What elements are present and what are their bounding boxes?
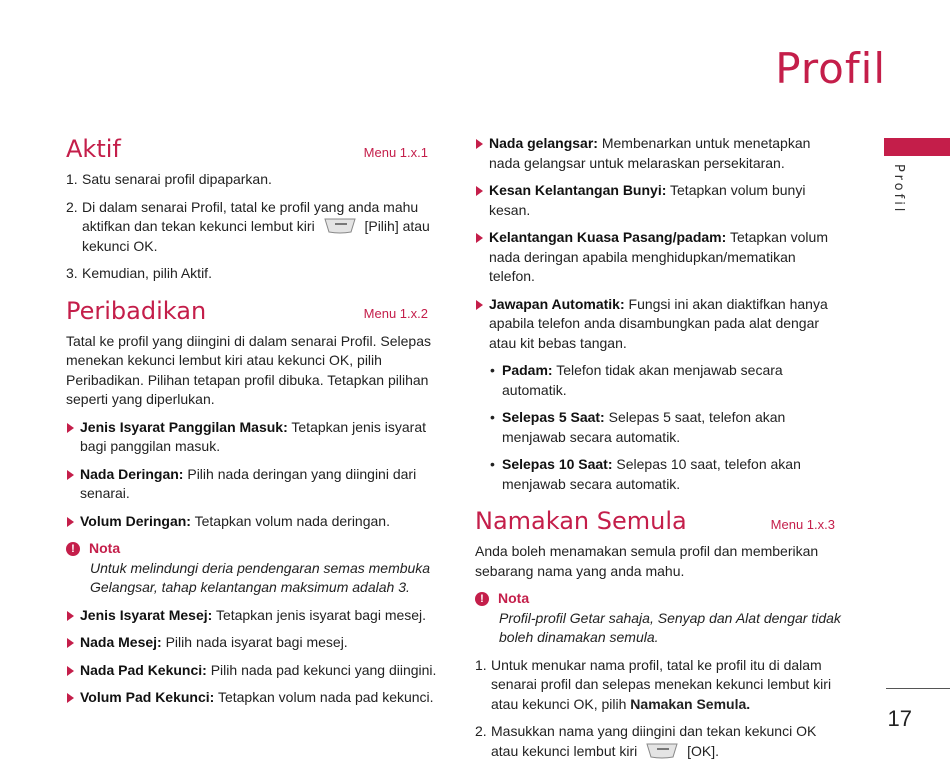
- list-item: [66, 688, 438, 708]
- list-item: [66, 512, 438, 532]
- step-number: 3.: [66, 265, 78, 281]
- step-text-after: [OK].: [687, 742, 719, 759]
- note-heading: [475, 589, 845, 609]
- item-text: Membenarkan untuk menetapkan nada gelangsar untuk melaraskan persekitaran.: [489, 135, 811, 171]
- list-item: [66, 606, 438, 626]
- item-label: Nada Mesej:: [80, 634, 162, 650]
- aktif-step-3: [66, 264, 438, 284]
- step-number: 1.: [66, 171, 78, 187]
- right-column: [475, 134, 845, 760]
- menu-code-aktif: Menu 1.x.1: [363, 144, 428, 160]
- aktif-heading: [66, 134, 438, 164]
- note-text: Untuk melindungi deria pendengaran semas membuka Gelangsar, tahap kelantangan maksimum adalah 3.: [90, 559, 431, 595]
- sub-item-label: Selepas 5 Saat:: [502, 409, 605, 425]
- list-item: [475, 295, 845, 354]
- item-label: Nada gelangsar:: [489, 135, 598, 151]
- step-text-after: [Pilih] atau kekunci OK.: [82, 218, 430, 254]
- step-number: 2.: [66, 198, 78, 215]
- sub-list-item: [475, 408, 845, 447]
- exclamation-circle-icon: !: [66, 542, 80, 556]
- peribadikan-heading: [66, 296, 438, 326]
- note-heading: [66, 539, 438, 559]
- step-text-bold: Namakan Semula.: [630, 695, 751, 712]
- list-item: [66, 418, 438, 457]
- list-item: [66, 465, 438, 504]
- note-box: [66, 539, 438, 598]
- left-softkey-icon: [645, 742, 679, 760]
- item-label: Kelantangan Kuasa Pasang/padam:: [489, 229, 727, 245]
- item-text: Tetapkan volum nada deringan apabila menghidupkan/mematikan telefon.: [489, 229, 828, 284]
- side-label: Profil: [891, 164, 906, 215]
- step-text: Di dalam senarai Profil, tatal ke profil yang anda mahu aktifkan dan tekan kekunci lembut kiri: [82, 198, 419, 234]
- list-item: [475, 134, 845, 173]
- section-title-namakan-semula: Namakan Semula: [475, 507, 687, 535]
- menu-code-namakan-semula: Menu 1.x.3: [770, 516, 835, 532]
- namakan-step-2: [475, 722, 845, 760]
- sub-item-text: Selepas 5 saat, telefon akan menjawab secara automatik.: [502, 409, 786, 445]
- menu-code-peribadikan: Menu 1.x.2: [363, 306, 428, 321]
- note-title: Nota: [89, 540, 121, 556]
- left-column: [66, 134, 438, 716]
- step-number: 2.: [475, 723, 487, 739]
- section-title-peribadikan: Peribadikan: [66, 296, 207, 325]
- item-text: Pilih nada isyarat bagi mesej.: [165, 634, 348, 650]
- step-text: Kemudian, pilih Aktif.: [82, 265, 212, 281]
- note-text: Profil-profil Getar sahaja, Senyap dan Alat dengar tidak boleh dinamakan semula.: [499, 609, 841, 645]
- list-item: [475, 181, 845, 220]
- page-title: Profil: [775, 44, 886, 93]
- sub-list-item: [475, 455, 845, 494]
- list-item: [66, 633, 438, 653]
- item-label: Volum Pad Kekunci:: [80, 689, 215, 705]
- note-box: [475, 589, 845, 648]
- section-title-aktif: Aktif: [66, 135, 121, 163]
- item-text: Fungsi ini akan diaktifkan hanya apabila telefon anda disambungkan pada alat dengar atau kit bebas tangan.: [489, 295, 828, 351]
- item-text: Tetapkan volum nada deringan.: [194, 512, 390, 529]
- side-tab-marker: [884, 138, 950, 156]
- step-text: Masukkan nama yang diingini dan tekan kekunci OK atau kekunci lembut kiri: [491, 723, 817, 759]
- item-label: Kesan Kelantangan Bunyi:: [489, 182, 667, 198]
- item-text: Tetapkan jenis isyarat bagi mesej.: [215, 606, 427, 623]
- list-item: [66, 661, 438, 681]
- note-title: Nota: [498, 590, 530, 606]
- item-text: Tetapkan volum bunyi kesan.: [489, 182, 806, 218]
- page-number: 17: [887, 706, 912, 731]
- sub-item-text: Telefon tidak akan menjawab secara automatik.: [502, 362, 783, 398]
- page-number-rule: [886, 688, 950, 689]
- namakan-heading: [475, 506, 845, 536]
- item-label: Nada Deringan:: [80, 465, 184, 482]
- exclamation-circle-icon: !: [475, 592, 489, 606]
- aktif-step-1: [66, 170, 438, 190]
- peribadikan-intro: Tatal ke profil yang diingini di dalam senarai Profil. Selepas menekan kekunci lembut kiri atau kekunci OK, pilih Peribadikan. Pilihan tetapan profil dibuka. Tetapkan pilihan seperti yang diperlukan.: [66, 332, 431, 407]
- left-softkey-icon: [323, 217, 357, 235]
- sub-item-label: Selepas 10 Saat:: [502, 456, 613, 472]
- item-text: Pilih nada pad kekunci yang diingini.: [210, 661, 437, 678]
- item-label: Jenis Isyarat Panggilan Masuk:: [80, 418, 288, 435]
- step-text: Untuk menukar nama profil, tatal ke profil itu di dalam senarai profil dan selepas menekan kekunci lembut kiri atau kekunci OK, pilih: [491, 656, 832, 712]
- item-label: Jawapan Automatik:: [489, 295, 625, 312]
- namakan-intro: Anda boleh menamakan semula profil dan memberikan sebarang nama yang anda mahu.: [475, 543, 819, 579]
- aktif-step-2: [66, 198, 438, 257]
- item-label: Jenis Isyarat Mesej:: [80, 606, 213, 623]
- item-label: Volum Deringan:: [80, 512, 191, 529]
- sub-list-item: [475, 361, 845, 400]
- list-item: [475, 228, 845, 287]
- namakan-step-1: [475, 656, 845, 715]
- sub-item-label: Padam:: [502, 362, 553, 378]
- item-text: Pilih nada deringan yang diingini dari senarai.: [80, 465, 417, 501]
- step-text: Satu senarai profil dipaparkan.: [82, 171, 272, 187]
- step-number: 1.: [475, 656, 487, 673]
- item-text: Tetapkan volum nada pad kekunci.: [217, 689, 434, 705]
- item-text: Tetapkan jenis isyarat bagi panggilan masuk.: [80, 418, 427, 454]
- item-label: Nada Pad Kekunci:: [80, 661, 207, 678]
- sub-item-text: Selepas 10 saat, telefon akan menjawab secara automatik.: [502, 456, 801, 492]
